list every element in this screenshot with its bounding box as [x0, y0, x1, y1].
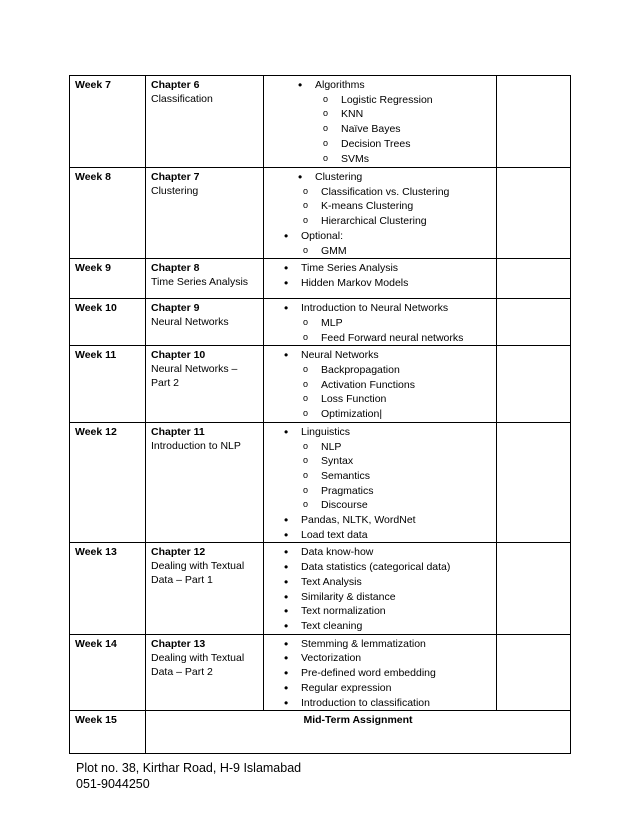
chapter-title: Chapter 13: [151, 637, 206, 650]
footer: [76, 760, 301, 792]
chapter-description: Dealing with Textual: [151, 651, 245, 664]
topic-item: • Pre-defined word embedding: [269, 666, 491, 681]
notes-cell: [497, 76, 571, 168]
topic-item: • Text cleaning: [269, 619, 491, 634]
topic-item: • Stemming & lemmatization: [269, 637, 491, 652]
chapter-title: Chapter 12: [151, 546, 206, 559]
topic-item: • Neural Networks: [269, 348, 491, 363]
topic-item: • Data know-how: [269, 545, 491, 560]
topic-list: [269, 348, 491, 422]
schedule-row: [70, 299, 571, 346]
week-label: Week 10: [70, 299, 146, 346]
sub-topic-item: o Optimization|: [269, 407, 491, 422]
topics-cell: [264, 299, 497, 346]
topic-item: • Text Analysis: [269, 575, 491, 590]
sub-topic-item: o K-means Clustering: [269, 199, 491, 214]
chapter-description: Introduction to NLP: [151, 439, 241, 452]
topic-item: • Similarity & distance: [269, 590, 491, 605]
topic-item: • Clustering: [269, 170, 491, 185]
notes-cell: [497, 543, 571, 634]
sub-topic-item: o NLP: [269, 440, 491, 455]
topic-item: • Introduction to Neural Networks: [269, 301, 491, 316]
schedule-row: [70, 76, 571, 168]
sub-topic-item: o Classification vs. Clustering: [269, 185, 491, 200]
chapter-description: Part 2: [151, 377, 180, 390]
sub-topic-item: o MLP: [269, 316, 491, 331]
topic-item: • Linguistics: [269, 425, 491, 440]
sub-topic-item: o Hierarchical Clustering: [269, 214, 491, 229]
week-label: Week 8: [70, 168, 146, 259]
schedule-row: [70, 634, 571, 711]
chapter-title: Chapter 6: [151, 79, 200, 91]
chapter-title: Chapter 8: [151, 262, 200, 275]
chapter-description: Data – Part 1: [151, 574, 213, 587]
sub-topic-item: o Naïve Bayes: [269, 122, 491, 137]
topic-list: [269, 425, 491, 543]
topics-cell: [264, 346, 497, 423]
course-schedule-table: [69, 75, 571, 754]
sub-topic-item: o Discourse: [269, 498, 491, 513]
sub-topic-item: o Backpropagation: [269, 363, 491, 378]
topic-item: • Optional:: [269, 229, 491, 244]
sub-topic-item: o Syntax: [269, 454, 491, 469]
sub-topic-item: o KNN: [269, 107, 491, 122]
topics-cell: [264, 543, 497, 634]
chapter-description: Clustering: [151, 185, 199, 197]
week-label: Week 12: [70, 422, 146, 543]
chapter-description: Dealing with Textual: [151, 560, 245, 573]
topic-item: • Time Series Analysis: [269, 261, 491, 276]
topic-list: [269, 301, 491, 345]
topic-item: • Load text data: [269, 528, 491, 543]
chapter-cell: [146, 422, 264, 543]
chapter-description: Classification: [151, 93, 213, 105]
footer-address: Plot no. 38, Kirthar Road, H-9 Islamabad: [76, 761, 302, 775]
schedule-row: [70, 259, 571, 299]
chapter-title: Chapter 7: [151, 171, 200, 183]
mid-term-assignment: Mid-Term Assignment: [146, 711, 571, 754]
topics-cell: [264, 259, 497, 299]
schedule-row: [70, 422, 571, 543]
sub-topic-item: o SVMs: [269, 152, 491, 167]
week-label: Week 13: [70, 543, 146, 634]
notes-cell: [497, 259, 571, 299]
sub-topic-item: o Logistic Regression: [269, 93, 491, 108]
schedule-row: [70, 168, 571, 259]
chapter-description: Time Series Analysis: [151, 276, 249, 289]
sub-topic-item: o Activation Functions: [269, 378, 491, 393]
topic-item: • Text normalization: [269, 604, 491, 619]
topic-list: [269, 637, 491, 711]
sub-topic-item: o GMM: [269, 244, 491, 259]
topic-list: [269, 78, 491, 166]
chapter-cell: [146, 634, 264, 711]
chapter-description: Neural Networks: [151, 316, 229, 329]
notes-cell: [497, 346, 571, 423]
schedule-row: [70, 346, 571, 423]
footer-phone: 051-9044250: [76, 777, 150, 791]
notes-cell: [497, 168, 571, 259]
notes-cell: [497, 299, 571, 346]
topic-list: [269, 170, 491, 258]
chapter-title: Chapter 11: [151, 425, 205, 438]
sub-topic-item: o Feed Forward neural networks: [269, 331, 491, 346]
notes-cell: [497, 634, 571, 711]
chapter-title: Chapter 10: [151, 349, 206, 362]
notes-cell: [497, 422, 571, 543]
week-label: Week 14: [70, 634, 146, 711]
topics-cell: [264, 76, 497, 168]
topics-cell: [264, 422, 497, 543]
sub-topic-item: o Loss Function: [269, 392, 491, 407]
topic-list: [269, 261, 491, 290]
topics-cell: [264, 168, 497, 259]
topics-cell: [264, 634, 497, 711]
chapter-title: Chapter 9: [151, 302, 200, 315]
topic-item: • Hidden Markov Models: [269, 276, 491, 291]
topic-list: [269, 545, 491, 633]
week-label: Week 11: [70, 346, 146, 423]
week-label: Week 15: [70, 711, 146, 754]
chapter-cell: [146, 259, 264, 299]
chapter-description: Data – Part 2: [151, 665, 213, 678]
schedule-row: [70, 543, 571, 634]
week-label: Week 7: [70, 76, 146, 168]
topic-item: • Pandas, NLTK, WordNet: [269, 513, 491, 528]
chapter-description: Neural Networks –: [151, 363, 238, 376]
chapter-cell: [146, 543, 264, 634]
sub-topic-item: o Decision Trees: [269, 137, 491, 152]
chapter-cell: [146, 168, 264, 259]
sub-topic-item: o Semantics: [269, 469, 491, 484]
chapter-cell: [146, 76, 264, 168]
sub-topic-item: o Pragmatics: [269, 484, 491, 499]
topic-item: • Introduction to classification: [269, 696, 491, 711]
topic-item: • Algorithms: [269, 78, 491, 93]
topic-item: • Regular expression: [269, 681, 491, 696]
topic-item: • Data statistics (categorical data): [269, 560, 491, 575]
week-label: Week 9: [70, 259, 146, 299]
schedule-row-final: [70, 711, 571, 754]
chapter-cell: [146, 346, 264, 423]
chapter-cell: [146, 299, 264, 346]
topic-item: • Vectorization: [269, 651, 491, 666]
